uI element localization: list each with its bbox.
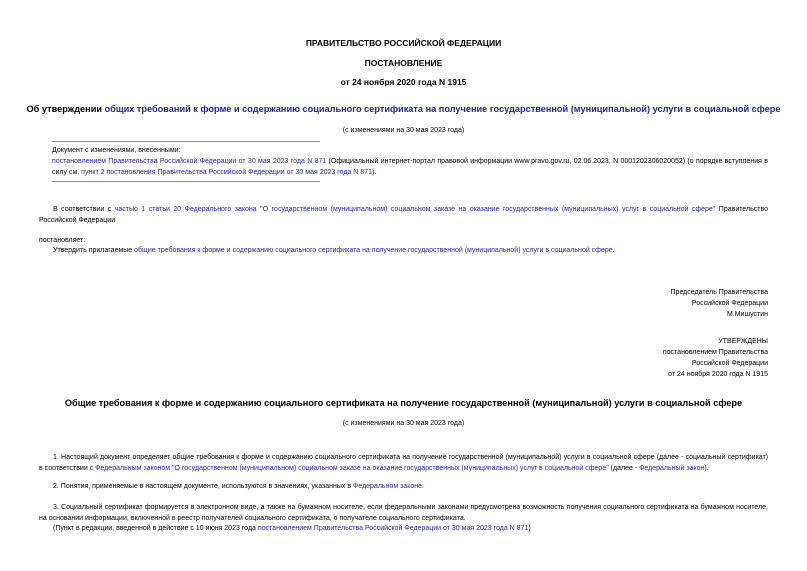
changes-top-rule [52, 141, 320, 142]
edition-note: (с изменениями на 30 мая 2023 года) [342, 127, 465, 134]
item-1 [39, 452, 768, 474]
approved-line4: от 24 ноября 2020 года N 1915 [668, 371, 768, 378]
item-2-text2: . [421, 483, 424, 490]
section-edition-note: (с изменениями на 30 мая 2023 года) [342, 420, 465, 427]
item-3: 3. Социальный сертификат формируется в электронном виде, а также на бумажном носителе, если федеральными законами предусмотрена возможность получения социального сертификата на бумажном носителе, на основании информации, включенной в реестр получателей социального сертификата, о получателе социального сертификата. [39, 504, 768, 522]
header-org: ПРАВИТЕЛЬСТВО РОССИЙСКОЙ ФЕДЕРАЦИИ [305, 38, 502, 48]
signature-block [671, 287, 768, 320]
changes-link-point2[interactable]: пункт 2 постановления Правительства Российской Федерации от 30 мая 2023 года N 871 [81, 169, 372, 176]
approved-block [663, 336, 768, 380]
item-2-fz-link[interactable]: Федеральном законе [353, 483, 422, 490]
changes-intro: Документ с изменениями, внесенными: [52, 147, 181, 154]
header-date-number: от 24 ноября 2020 года N 1915 [340, 77, 467, 87]
approve-text2: . [612, 247, 615, 254]
approved-line2: постановлением Правительства [662, 349, 768, 356]
approve-link[interactable]: общие требования к форме и содержанию социального сертификата на получение государственной (муниципальной) услуги в социальной сфере [134, 247, 613, 254]
approved-line1: УТВЕРЖДЕНЫ [718, 338, 768, 345]
doc-title-prefix: Об утверждении [26, 104, 105, 114]
item-1-text2: (далее - [608, 465, 640, 472]
section-title: Общие требования к форме и содержанию социального сертификата на получение государственной (муниципальной) услуги в социальной сфере [64, 398, 743, 408]
changes-link-resolution[interactable]: постановлением Правительства Российской Федерации от 30 мая 2023 года N 871 [52, 158, 327, 165]
preamble-text1: В соответствии с [53, 206, 115, 213]
item-1-law-link[interactable]: Федеральным законом "О государственном (муниципальном) социальном заказе на оказание государственных (муниципальных) услуг в социальной сфере" [95, 465, 609, 472]
preamble-law-link[interactable]: частью 1 статьи 20 Федерального закона "О государственном (муниципальном) социальном заказе на оказание государственных (муниципальных) услуг в социальной сфере" [114, 206, 716, 213]
signature-line2: Российской Федерации [691, 300, 768, 307]
item-3-note-link[interactable]: постановлением Правительства Российской Федерации от 30 мая 2023 года N 871 [257, 525, 529, 532]
approve-paragraph [53, 245, 768, 256]
item-3-note [53, 523, 768, 534]
item-2-text1: 2. Понятия, применяемые в настоящем документе, используются в значениях, указанных в [53, 483, 354, 490]
preamble-text2: Правительство Российской Федерации [39, 206, 769, 224]
changes-bottom-rule [52, 181, 320, 182]
approved-line3: Российской Федерации [691, 360, 768, 367]
item-1-text1: 1. Настоящий документ определяет общие требования к форме и содержанию социального сертификата на получение государственной (муниципальной) услуги в социальной сфере (далее - социальный сертификат) в соответствии с [39, 454, 768, 472]
item-1-fz-link[interactable]: Федеральный закон [639, 465, 705, 472]
changes-body [52, 156, 768, 178]
signature-line3: М.Мишустин [726, 311, 768, 318]
changes-text2: ). [371, 169, 377, 176]
approve-text1: Утвердить прилагаемые [53, 247, 135, 254]
item-2 [39, 481, 768, 492]
item-3-note-text1: (Пункт в редакции, введенной в действие с 10 июня 2023 года [53, 525, 258, 532]
preamble [39, 204, 768, 226]
changes-box [52, 145, 768, 178]
changes-text1: (Официальный интернет-портал правовой информации www.pravo.gov.ru, 02.06.2023, N 0001202306020052) (о порядке вступления в силу см. [52, 158, 768, 176]
signature-line1: Председатель Правительства [670, 289, 768, 296]
header-doc-type: ПОСТАНОВЛЕНИЕ [364, 58, 443, 68]
doc-title-link[interactable]: общих требований к форме и содержанию социального сертификата на получение государственной (муниципальной) услуги в социальной сфере [104, 104, 781, 114]
item-1-text3: ). [704, 465, 709, 472]
item-3-note-text2: ) [528, 525, 531, 532]
decides-text: постановляет: [39, 237, 86, 244]
doc-title [0, 104, 807, 114]
